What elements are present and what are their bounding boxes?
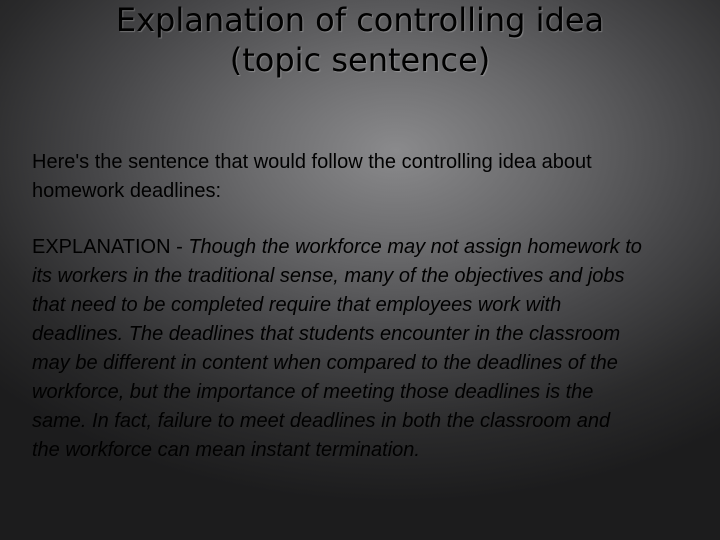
slide-title-line-2: (topic sentence) — [229, 41, 491, 79]
slide-body — [32, 148, 642, 465]
slide-title — [60, 0, 660, 80]
intro-paragraph: Here's the sentence that would follow the controlling idea about homework deadlines: — [32, 151, 592, 202]
explanation-text: Though the workforce may not assign homework to its workers in the traditional sense, many of the objectives and jobs that need to be completed require that employees work with deadlines. The deadlines that students encounter in the classroom may be different in content when compared to the deadlines of the workforce, but the importance of meeting those deadlines is the same. In fact, failure to meet deadlines in both the classroom and the workforce can mean instant termination. — [32, 236, 642, 461]
explanation-paragraph — [32, 233, 642, 465]
explanation-label: EXPLANATION - — [32, 236, 189, 258]
slide-title-line-1: Explanation of controlling idea — [115, 1, 605, 39]
